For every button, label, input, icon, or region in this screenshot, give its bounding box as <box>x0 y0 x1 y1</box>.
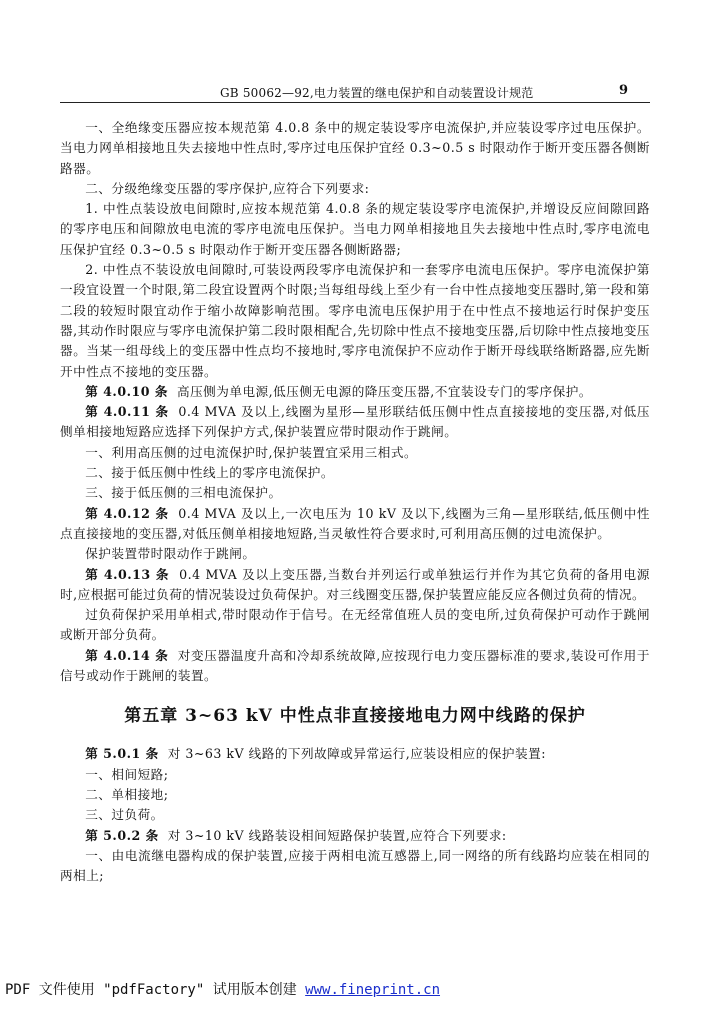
article-label: 第 4.0.14 条 <box>85 647 169 663</box>
paragraph: 2. 中性点不装设放电间隙时,可装设两段零序电流保护和一套零序电流电压保护。零序电流保护第一段宜设置一个时限,第二段宜设置两个时限;当每组母线上至少有一台中性点接地变压器时,第一段和第二段的较短时限宜动作于缩小故障影响范围。零序电流电压保护用于在中性点不接地运行时保护变压器,其动作时限应与零序电流保护第二段时限相配合,先切除中性点不接地变压器,后切除中性点接地变压器。当某一组母线上的变压器中性点均不接地时,零序电流保护不应动作于断开母线联络断路器,应先断开中性点不接地的变压器。 <box>60 262 650 379</box>
paragraph: 二、单相接地; <box>85 786 169 802</box>
article-text: 对 3~10 kV 线路装设相间短路保护装置,应符合下列要求: <box>167 827 507 843</box>
article-4-0-12 <box>60 504 650 545</box>
paragraph: 三、接于低压侧的三相电流保护。 <box>85 485 282 501</box>
article-4-0-13 <box>60 565 650 606</box>
article-text: 对变压器温度升高和冷却系统故障,应按现行电力变压器标准的要求,装设可作用于信号或动作于跳闸的装置。 <box>60 647 650 684</box>
chapter-title: 第五章 3~63 kV 中性点非直接接地电力网中线路的保护 <box>124 706 586 727</box>
article-text: 高压侧为单电源,低压侧无电源的降压变压器,不宜装设专门的零序保护。 <box>176 383 592 399</box>
article-4-0-10 <box>60 382 650 402</box>
article-4-0-11 <box>60 402 650 443</box>
article-label: 第 4.0.11 条 <box>85 404 169 420</box>
article-text: 0.4 MVA 及以上,线圈为星形—星形联结低压侧中性点直接接地的变压器,对低压侧单相接地短路应选择下列保护方式,保护装置应带时限动作于跳闸。 <box>60 404 650 440</box>
paragraph: 三、过负荷。 <box>85 807 164 823</box>
article-4-0-14 <box>60 646 650 687</box>
header-title: GB 50062—92,电力装置的继电保护和自动装置设计规范 <box>220 86 534 100</box>
paragraph: 二、分级绝缘变压器的零序保护,应符合下列要求: <box>85 180 370 196</box>
article-5-0-2 <box>60 826 650 846</box>
article-text: 0.4 MVA 及以上,一次电压为 10 kV 及以下,线圈为三角—星形联结,低压侧中性点直接接地的变压器,对低压侧单相接地短路,当灵敏性符合要求时,可利用高压侧的过电流保护。 <box>60 505 650 541</box>
document-body <box>60 118 650 886</box>
article-label: 第 5.0.2 条 <box>85 827 159 843</box>
footer-text: PDF 文件使用 "pdfFactory" 试用版本创建 <box>5 982 306 998</box>
paragraph: 二、接于低压侧中性线上的零序电流保护。 <box>85 465 334 481</box>
page-header <box>60 82 650 103</box>
article-label: 第 4.0.10 条 <box>85 383 168 399</box>
article-text: 0.4 MVA 及以上变压器,当数台并列运行或单独运行并作为其它负荷的备用电源时,应根据可能过负荷的情况装设过负荷保护。对三线圈变压器,保护装置应能反应各侧过负荷的情况。 <box>60 566 650 602</box>
article-label: 第 4.0.12 条 <box>85 505 169 521</box>
paragraph: 一、由电流继电器构成的保护装置,应接于两相电流互感器上,同一网络的所有线路均应装在相同的两相上; <box>60 847 650 884</box>
paragraph: 1. 中性点装设放电间隙时,应按本规范第 4.0.8 条的规定装设零序电流保护,并增设反应间隙回路的零序电压和间隙放电电流的零序电流电压保护。当电力网单相接地且失去接地中性点时,零序电流电压保护宜经 0.3~0.5 s 时限动作于断开变压器各侧断路器; <box>60 201 650 257</box>
article-text: 对 3~63 kV 线路的下列故障或异常运行,应装设相应的保护装置: <box>167 746 546 762</box>
article-label: 第 5.0.1 条 <box>85 746 159 762</box>
pdf-footer <box>5 979 440 999</box>
paragraph: 过负荷保护采用单相式,带时限动作于信号。在无经常值班人员的变电所,过负荷保护可动作于跳闸或断开部分负荷。 <box>60 607 650 643</box>
fineprint-link[interactable]: www.fineprint.cn <box>305 982 441 998</box>
paragraph: 一、利用高压侧的过电流保护时,保护装置宜采用三相式。 <box>85 444 418 460</box>
article-label: 第 4.0.13 条 <box>85 566 170 582</box>
paragraph: 保护装置带时限动作于跳闸。 <box>85 546 256 562</box>
page-number: 9 <box>618 83 628 98</box>
paragraph: 一、相间短路; <box>85 766 169 782</box>
article-5-0-1 <box>60 744 650 764</box>
paragraph: 一、全绝缘变压器应按本规范第 4.0.8 条中的规定装设零序电流保护,并应装设零序过电压保护。当电力网单相接地且失去接地中性点时,零序过电压保护宜经 0.3~0.5 s 时限动作于断开变压器各侧断路器。 <box>60 120 650 176</box>
